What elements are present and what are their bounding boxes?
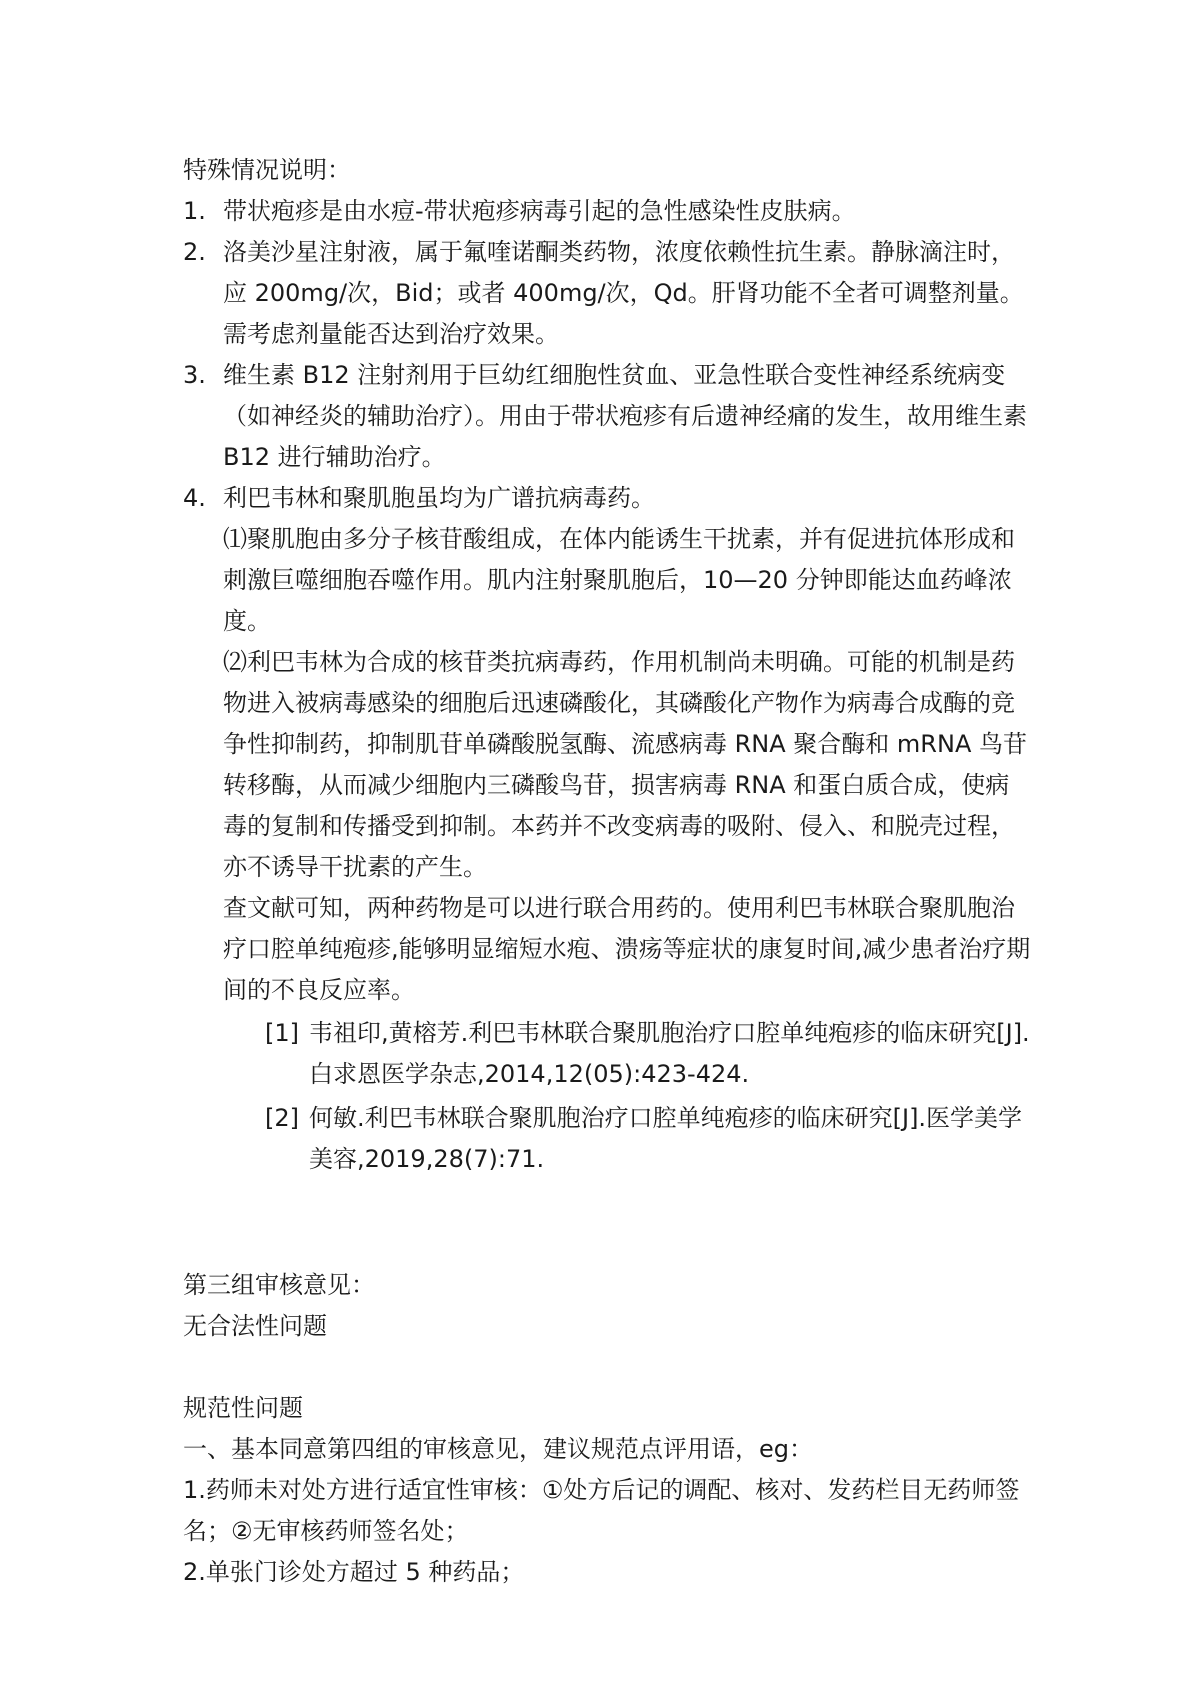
document-page [183,150,1033,1593]
note-item-3 [183,355,1033,478]
note-text: 利巴韦林和聚肌胞虽均为广谱抗病毒药。 [223,484,655,512]
note-item-4 [183,478,1033,519]
note-item-2 [183,232,1033,355]
ribavirin-paragraph: ⑵利巴韦林为合成的核苷类抗病毒药，作用机制尚未明确。可能的机制是药物进入被病毒感染的细胞后迅速磷酸化，其磷酸化产物作为病毒合成酶的竞争性抑制药，抑制肌苷单磷酸脱氢酶、流感病毒 RNA 聚合酶和 mRNA 鸟苷转移酶，从而减少细胞内三磷酸鸟苷，损害病毒 RNA 和蛋白质合成，使病毒的复制和传播受到抑制。本药并不改变病毒的吸附、侵入、和脱壳过程，亦不诱导干扰素的产生。 [223,648,1027,881]
note-text: 带状疱疹是由水痘-带状疱疹病毒引起的急性感染性皮肤病。 [223,197,856,225]
note-number: 1. [183,197,206,225]
standardization-line-2: 1.药师未对处方进行适宜性审核：①处方后记的调配、核对、发药栏目无药师签名；②无审核药师签名处； [183,1476,1020,1545]
special-notes-heading: 特殊情况说明： [183,156,351,184]
reference-text: 韦祖印,黄榕芳.利巴韦林联合聚肌胞治疗口腔单纯疱疹的临床研究[J].白求恩医学杂志,2014,12(05):423-424. [309,1019,1030,1088]
standardization-line-3: 2.单张门诊处方超过 5 种药品； [183,1558,525,1586]
poly-ic-paragraph: ⑴聚肌胞由多分子核苷酸组成，在体内能诱生干扰素，并有促进抗体形成和刺激巨噬细胞吞噬作用。肌内注射聚肌胞后，10—20 分钟即能达血药峰浓度。 [223,525,1015,635]
group-three-review-heading: 第三组审核意见： [183,1271,375,1299]
spacer [183,1183,1033,1265]
note-number: 4. [183,484,206,512]
note-text: 洛美沙星注射液，属于氟喹诺酮类药物，浓度依赖性抗生素。静脉滴注时，应 200mg/次，Bid；或者 400mg/次，Qd。肝肾功能不全者可调整剂量。需考虑剂量能否达到治疗效果。 [223,238,1024,348]
reference-text: 何敏.利巴韦林联合聚肌胞治疗口腔单纯疱疹的临床研究[J].医学美学美容,2019,28(7):71. [309,1104,1023,1173]
reference-item-2 [265,1098,1033,1180]
reference-number: [2] [265,1104,299,1132]
literature-paragraph: 查文献可知，两种药物是可以进行联合用药的。使用利巴韦林联合聚肌胞治疗口腔单纯疱疹,能够明显缩短水疱、溃疡等症状的康复时间,减少患者治疗期间的不良反应率。 [223,894,1031,1004]
note-4-details [183,519,1033,1180]
note-number: 3. [183,361,206,389]
special-notes-list [183,191,1033,519]
legality-statement: 无合法性问题 [183,1312,327,1340]
note-item-1 [183,191,1033,232]
reference-list [223,1013,1033,1180]
spacer [183,1347,1033,1388]
note-text: 维生素 B12 注射剂用于巨幼红细胞性贫血、亚急性联合变性神经系统病变（如神经炎的辅助治疗）。用由于带状疱疹有后遗神经痛的发生，故用维生素 B12 进行辅助治疗。 [223,361,1027,471]
standardization-line-1: 一、基本同意第四组的审核意见，建议规范点评用语，eg： [183,1435,813,1463]
reference-number: [1] [265,1019,299,1047]
standardization-heading: 规范性问题 [183,1394,303,1422]
reference-item-1 [265,1013,1033,1095]
note-number: 2. [183,238,206,266]
